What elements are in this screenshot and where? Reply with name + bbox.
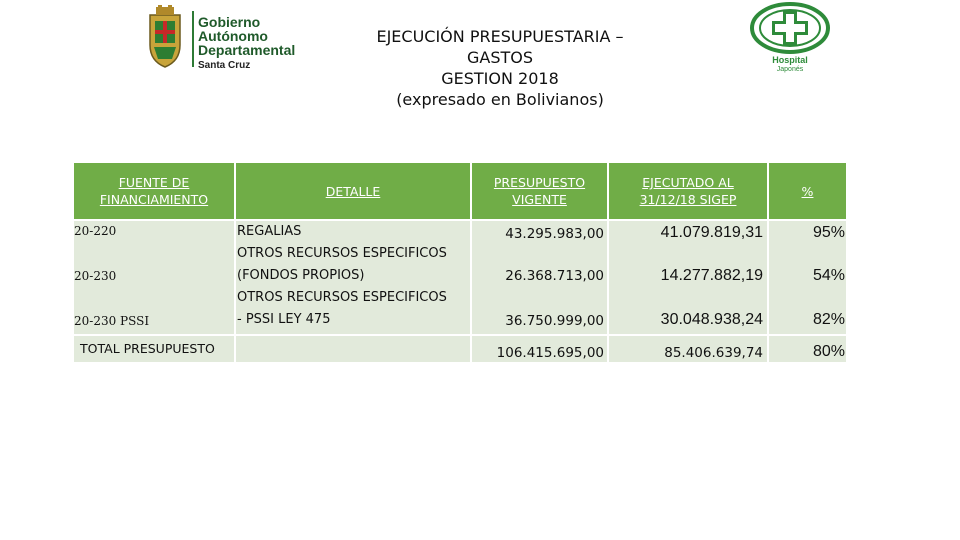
row2-vigente: 26.368.713,00 [505, 268, 604, 284]
row3-detalle-line2: - PSSI LEY 475 [237, 312, 331, 327]
gobierno-line1: Gobierno [198, 14, 261, 30]
hospital-logo [750, 2, 830, 80]
header-pct-label: % [801, 183, 814, 199]
title-line1: EJECUCIÓN PRESUPUESTARIA – [376, 27, 624, 46]
row2-detalle-line2: (FONDOS PROPIOS) [237, 268, 365, 283]
gobierno-line3: Departamental [198, 42, 296, 58]
header-fuente [74, 163, 234, 219]
row1-vigente: 43.295.983,00 [505, 226, 604, 242]
gobierno-line2: Autónomo [198, 28, 268, 44]
total-label: TOTAL PRESUPUESTO [80, 341, 215, 356]
hospital-cross-icon [750, 2, 830, 56]
hospital-name-text: Hospital [772, 55, 808, 65]
row1-ejecutado: 41.079.819,31 [660, 224, 763, 241]
row3-fuente: 20-230 PSSI [74, 314, 150, 328]
gobierno-sub: Santa Cruz [198, 60, 251, 71]
row2-pct: 54% [812, 267, 845, 284]
coat-of-arms-icon [144, 5, 186, 69]
logo-divider [192, 11, 194, 67]
gobierno-logo-text [198, 15, 295, 73]
header-vigente [472, 163, 607, 219]
row3-ejecutado: 30.048.938,24 [660, 311, 763, 328]
row1-detalle: REGALIAS [237, 224, 302, 239]
total-detalle-cell [236, 336, 470, 362]
header-fuente-label: FUENTE DE FINANCIAMIENTO [99, 175, 209, 207]
row3-pct: 82% [812, 311, 845, 328]
page-title [320, 26, 680, 110]
hospital-sub: Japonés [776, 66, 804, 73]
total-pct: 80% [812, 343, 845, 360]
total-vigente: 106.415.695,00 [496, 345, 604, 361]
title-line4: (expresado en Bolivianos) [396, 90, 604, 109]
header-detalle [236, 163, 470, 219]
title-line2: GASTOS [466, 48, 534, 67]
header-vigente-label: PRESUPUESTO VIGENTE [493, 175, 586, 207]
row2-ejecutado: 14.277.882,19 [660, 267, 763, 284]
hospital-name [750, 56, 830, 74]
row2-fuente: 20-230 [74, 269, 117, 283]
header-pct [769, 163, 846, 219]
row3-detalle-line1: OTROS RECURSOS ESPECIFICOS [237, 290, 447, 305]
row3-vigente: 36.750.999,00 [505, 313, 604, 329]
header-detalle-label: DETALLE [325, 183, 381, 199]
header-ejecutado [609, 163, 767, 219]
row1-pct: 95% [812, 224, 845, 241]
header-ejecutado-label: EJECUTADO AL 31/12/18 SIGEP [639, 175, 737, 207]
gobierno-logo [144, 5, 304, 71]
total-ejecutado: 85.406.639,74 [664, 345, 763, 361]
row2-detalle-line1: OTROS RECURSOS ESPECIFICOS [237, 246, 447, 261]
title-line3: GESTION 2018 [441, 69, 559, 88]
row1-fuente: 20-220 [74, 224, 117, 238]
